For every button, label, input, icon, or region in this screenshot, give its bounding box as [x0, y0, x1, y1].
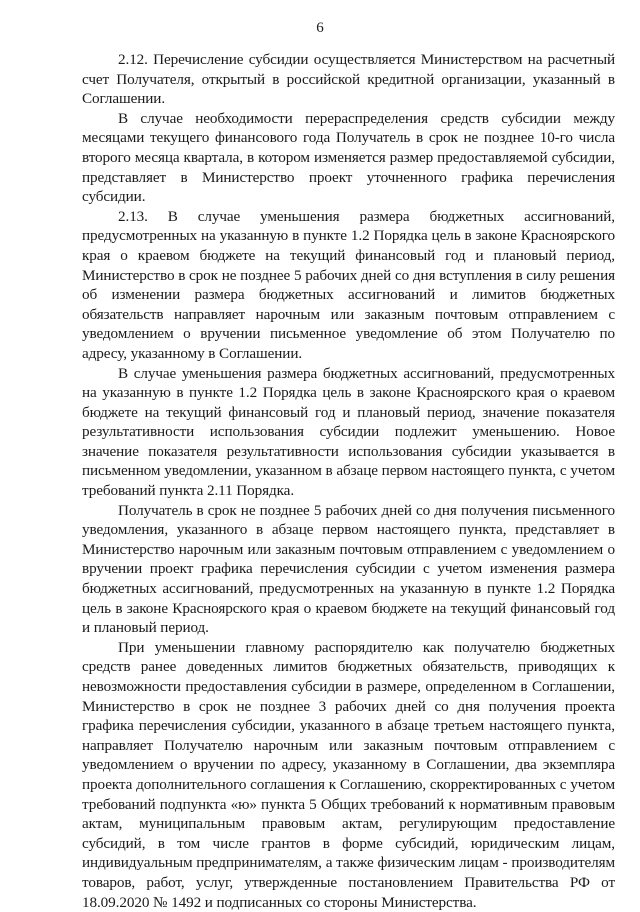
paragraph-recipient-schedule: Получатель в срок не позднее 5 рабочих дней со дня получения письменного уведомления, указанного в абзаце первом настоящего пункта, представляет в Министерство нарочным или заказным почтовым отправлением с уведомлением о вручении проект графика перечисления субсидии с учетом изменения размера бюджетных ассигнований, предусмотренных на указанную в пункте 1.2 Порядка цель в законе Красноярского края о краевом бюджете на текущий финансовый год и плановый период. [82, 501, 615, 637]
document-body [82, 50, 615, 912]
paragraph-redistribution: В случае необходимости перераспределения средств субсидии между месяцами текущего финансового года Получатель в срок не позднее 10-го числа второго месяца квартала, в котором изменяется размер предоставляемой субсидии, представляет в Министерство проект уточненного графика перечисления субсидии. [82, 109, 615, 206]
paragraph-performance-indicator: В случае уменьшения размера бюджетных ассигнований, предусмотренных на указанную в пункте 1.2 Порядка цель в законе Красноярского края о краевом бюджете на текущий финансовый год и плановый период, значение показателя результативности использования субсидии подлежит уменьшению. Новое значение показателя результативности использования субсидии указывается в письменном уведомлении, указанном в абзаце первом настоящего пункта, с учетом требований пункта 2.11 Порядка. [82, 364, 615, 500]
page-number: 6 [316, 20, 324, 36]
paragraph-2-13: 2.13. В случае уменьшения размера бюджетных ассигнований, предусмотренных на указанную в пункте 1.2 Порядка цель в законе Красноярского края о краевом бюджете на текущий финансовый год и плановый период, Министерство в срок не позднее 5 рабочих дней со дня вступления в силу решения об изменении размера бюджетных ассигнований и лимитов бюджетных обязательств направляет нарочным или заказным почтовым отправлением с уведомлением о вручении письменное уведомление об этом Получателю по адресу, указанному в Соглашении. [82, 207, 615, 362]
paragraph-2-12: 2.12. Перечисление субсидии осуществляется Министерством на расчетный счет Получателя, открытый в российской кредитной организации, указанный в Соглашении. [82, 51, 615, 108]
paragraph-limits-reduction: При уменьшении главному распорядителю как получателю бюджетных средств ранее доведенных лимитов бюджетных обязательств, приводящих к невозможности предоставления субсидии в размере, определенном в Соглашении, Министерство в срок не позднее 3 рабочих дней со дня получения проекта графика перечисления субсидии, указанного в абзаце третьем настоящего пункта, направляет Получателю нарочным или заказным почтовым отправлением с уведомлением о вручении по адресу, указанному в Соглашении, два экземпляра проекта дополнительного соглашения к Соглашению, скорректированных с учетом требований подпункта «ю» пункта 5 Общих требований к нормативным правовым актам, муниципальным правовым актам, регулирующим предоставление субсидий, в том числе грантов в форме субсидий, юридическим лицам, индивидуальным предпринимателям, а также физическим лицам - производителям товаров, работ, услуг, утвержденные постановлением Правительства РФ от 18.09.2020 № 1492 и подписанных со стороны Министерства. [82, 638, 615, 911]
